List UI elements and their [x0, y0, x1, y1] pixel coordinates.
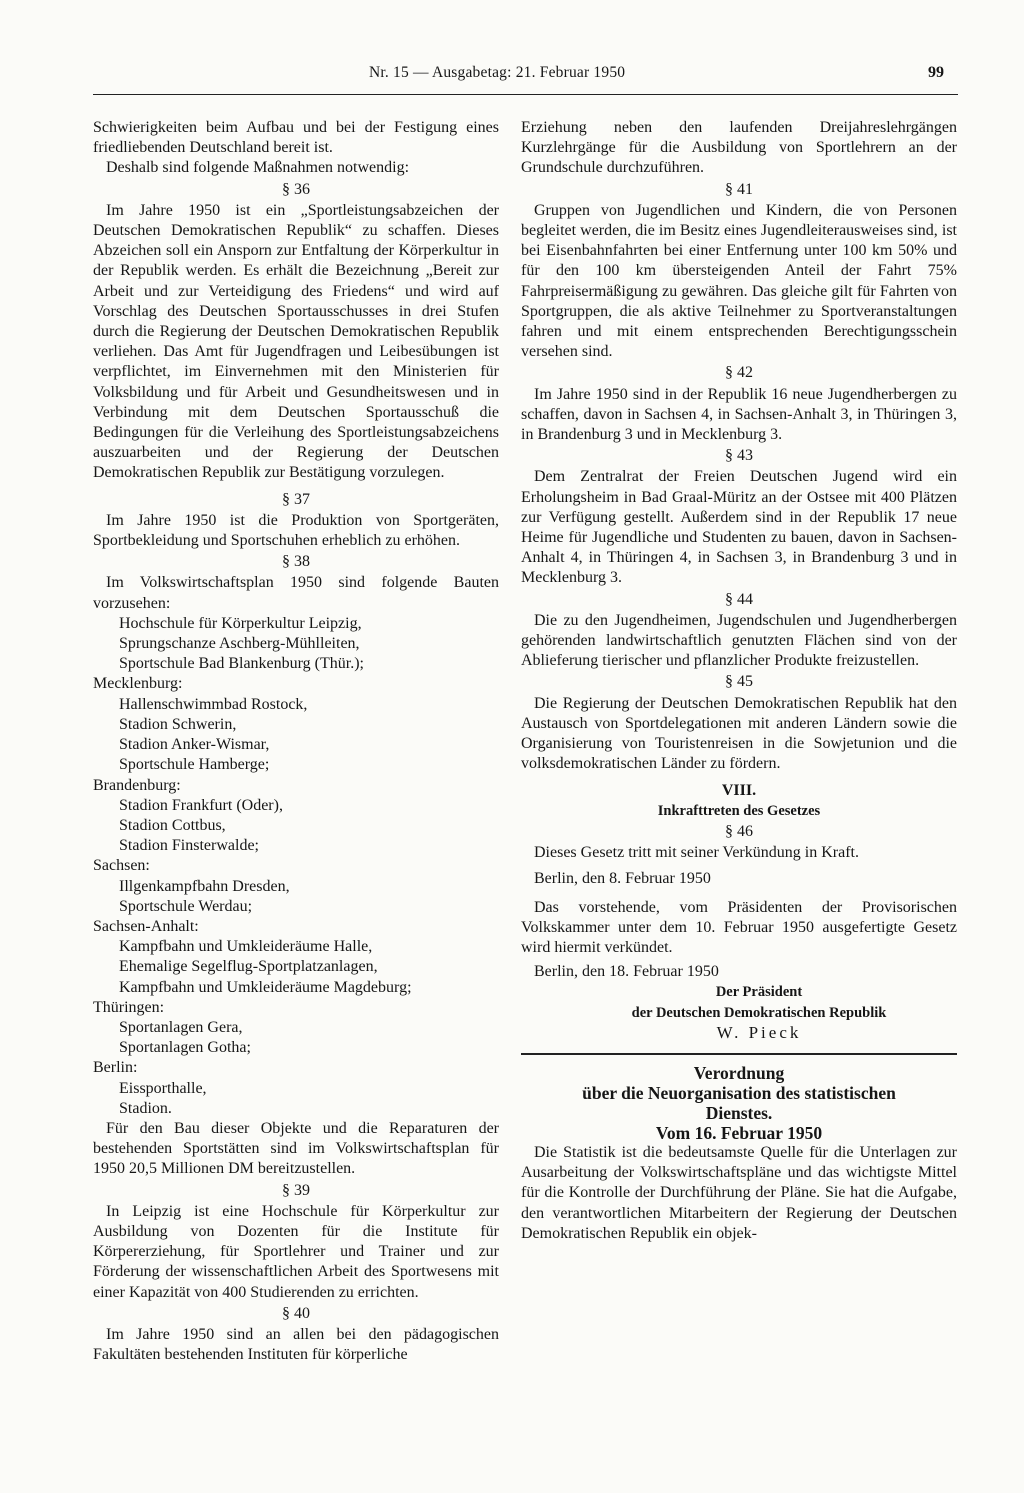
header-rule	[93, 94, 958, 95]
paragraph-45: Die Regierung der Deutschen Demokratischen Republik hat den Austausch von Sportdelegationen mit anderen Ländern sowie die Organisierung von Touristenreisen in die Sowjetunion und die volksdemokratischen Länder zu fördern.	[521, 694, 957, 773]
section-heading-38: § 38	[282, 553, 310, 571]
section-heading-36: § 36	[282, 180, 310, 198]
ordinance-paragraph-1: Die Statistik ist die bedeutsamste Quelle für die Unterlagen zur Ausarbeitung der Volkswirtschaftspläne und das wichtigste Mittel für die Kontrolle der Durchführung der Pläne. Sie hat die Aufgabe, den verantwortlichen Mitarbeitern der Regierung der Deutschen Demokratischen Republik ein objek-	[521, 1143, 957, 1242]
right-column	[521, 118, 957, 1244]
paragraph-36: Im Jahre 1950 ist ein „Sportleistungsabzeichen der Deutschen Demokratischen Republik“ zu schaffen. Dieses Abzeichen soll ein Ansporn zur Entfaltung der Körperkultur in der Republik werden. Es erhält die Bezeichnung „Bereit zur Arbeit und zur Verteidigung des Friedens“ und wird auf Vorschlag des Deutschen Sportausschusses in drei Stufen durch die Regierung der Deutschen Demokratischen Republik verliehen. Das Amt für Jugendfragen und Leibesübungen ist verpflichtet, im Einvernehmen mit den Ministerien für Volksbildung und für Arbeit und Gesundheitswesen und in Verbindung mit dem Deutschen Sportausschuß die Bedingungen für die Verleihung des Sportleistungsabzeichens auszuarbeiten und der Regierung der Deutschen Demokratischen Republik zur Bestätigung vorzulegen.	[93, 201, 499, 482]
part-title: Inkrafttreten des Gesetzes	[657, 802, 821, 819]
ordinance-date: Vom 16. Februar 1950	[655, 1122, 823, 1143]
region-label: Thüringen:	[93, 998, 165, 1016]
facility-list	[93, 614, 499, 1119]
signatory-name: W. Pieck	[716, 1022, 802, 1042]
section-heading-46: § 46	[725, 822, 753, 840]
facility-item: Stadion Finsterwalde;	[119, 837, 259, 855]
facility-item: Sprungschanze Aschberg-Mühlleiten,	[119, 635, 360, 653]
section-heading-37: § 37	[282, 490, 310, 508]
region-label: Mecklenburg:	[93, 675, 183, 693]
ordinance-title-1: Verordnung	[693, 1062, 785, 1083]
facility-item: Ehemalige Segelflug-Sportplatzanlagen,	[119, 958, 378, 976]
facility-item: Hallenschwimmbad Rostock,	[119, 695, 308, 713]
section-heading-44: § 44	[725, 590, 753, 608]
section-divider	[521, 1053, 957, 1055]
paragraph-intro-1: Schwierigkeiten beim Aufbau und bei der Festigung eines friedliebenden Deutschland bereit ist.	[93, 119, 499, 157]
paragraph-38-funding: Für den Bau dieser Objekte und die Reparaturen der bestehenden Sportstätten sind im Volkswirtschaftsplan für 1950 20,5 Millionen DM bereitzustellen.	[93, 1119, 499, 1178]
region-label: Sachsen:	[93, 857, 150, 875]
paragraph-44: Die zu den Jugendheimen, Jugendschulen und Jugendherbergen gehörenden landwirtschaftlich genutzten Flächen sind von der Ablieferung tierischer und pflanzlicher Produkte freizustellen.	[521, 611, 957, 670]
section-heading-45: § 45	[725, 673, 753, 691]
facility-item: Sportanlagen Gotha;	[119, 1039, 251, 1057]
paragraph-46: Dieses Gesetz tritt mit seiner Verkündung in Kraft.	[534, 844, 859, 862]
paragraph-39: In Leipzig ist eine Hochschule für Körperkultur zur Ausbildung von Dozenten für die Institute für Körpererziehung, für Sportlehrer und Trainer und zur Förderung der wissenschaftlichen Arbeit des Sportwesens mit einer Kapazität von 400 Studierenden zu errichten.	[93, 1202, 499, 1301]
signatory-title-2: der Deutschen Demokratischen Republik	[631, 1004, 887, 1021]
facility-item: Kampfbahn und Umkleideräume Halle,	[119, 938, 373, 956]
paragraph-41: Gruppen von Jugendlichen und Kindern, die von Personen begleitet werden, die im Besitz eines Jugendleiterausweises sind, ist bei Eisenbahnfahrten bei einer Entfernung unter 100 km 50% und für den 100 km übersteigenden Anteil der Fahrt 75% Fahrpreisermäßigung zu gewähren. Das gleiche gilt für Fahrten von Sportgruppen, die als aktive Teilnehmer zu Sportveranstaltungen fahren und mit einem entsprechenden Berechtigungsschein versehen sind.	[521, 201, 957, 361]
paragraph-42: Im Jahre 1950 sind in der Republik 16 neue Jugendherbergen zu schaffen, davon in Sachsen 4, in Sachsen-Anhalt 3, in Thüringen 3, in Brandenburg 3 und in Mecklenburg 3.	[521, 385, 957, 444]
paragraph-40: Im Jahre 1950 sind an allen bei den pädagogischen Fakultäten bestehenden Instituten für körperliche	[93, 1325, 499, 1364]
facility-item: Sportschule Bad Blankenburg (Thür.);	[119, 655, 364, 673]
facility-item: Sportschule Werdau;	[119, 897, 253, 915]
section-heading-39: § 39	[282, 1181, 310, 1199]
facility-item: Stadion.	[119, 1099, 172, 1117]
paragraph-promulgation: Das vorstehende, vom Präsidenten der Provisorischen Volkskammer unter dem 10. Februar 1950 ausgefertigte Gesetz wird hiermit verkündet.	[521, 898, 957, 956]
facility-item: Eissporthalle,	[119, 1079, 207, 1097]
ordinance-title-2: über die Neuorganisation des statistischen Dienstes.	[582, 1082, 896, 1123]
region-label: Sachsen-Anhalt:	[93, 917, 199, 935]
part-number: VIII.	[721, 781, 757, 799]
left-column	[93, 118, 499, 1365]
section-heading-42: § 42	[725, 364, 753, 382]
facility-item: Sportschule Hamberge;	[119, 756, 270, 774]
facility-item: Stadion Frankfurt (Oder),	[119, 796, 283, 814]
paragraph-38: Im Volkswirtschaftsplan 1950 sind folgende Bauten vorzusehen:	[93, 574, 499, 612]
section-heading-43: § 43	[725, 447, 753, 465]
issue-header: Nr. 15 — Ausgabetag: 21. Februar 1950	[369, 64, 626, 81]
paragraph-40-continued: Erziehung neben den laufenden Dreijahreslehrgängen Kurzlehrgänge für die Ausbildung von Sportlehrern an der Grundschule durchzuführen.	[521, 119, 957, 177]
section-heading-41: § 41	[725, 180, 753, 198]
facility-item: Hochschule für Körperkultur Leipzig,	[119, 614, 362, 632]
region-label: Berlin:	[93, 1059, 138, 1077]
facility-item: Stadion Cottbus,	[119, 816, 226, 834]
facility-item: Stadion Anker-Wismar,	[119, 736, 270, 754]
signatory-title-1: Der Präsident	[715, 984, 803, 1001]
facility-item: Illgenkampfbahn Dresden,	[119, 877, 290, 895]
signing-date-1: Berlin, den 8. Februar 1950	[534, 870, 711, 888]
facility-item: Stadion Schwerin,	[119, 715, 237, 733]
facility-item: Kampfbahn und Umkleideräume Magdeburg;	[119, 978, 412, 996]
paragraph-37: Im Jahre 1950 ist die Produktion von Sportgeräten, Sportbekleidung und Sportschuhen erheblich zu erhöhen.	[93, 511, 499, 550]
region-label: Brandenburg:	[93, 776, 181, 794]
paragraph-intro-2: Deshalb sind folgende Maßnahmen notwendig:	[106, 159, 410, 177]
paragraph-43: Dem Zentralrat der Freien Deutschen Jugend wird ein Erholungsheim in Bad Graal-Müritz an der Ostsee mit 400 Plätzen zur Verfügung gestellt. Außerdem sind in der Republik 17 neue Heime für Jugendliche und Studenten zu bauen, davon in Sachsen-Anhalt 4, in Thüringen 4, in Sachsen 3, in Brandenburg 3 und in Mecklenburg 3.	[521, 468, 957, 587]
signing-date-2: Berlin, den 18. Februar 1950	[534, 963, 719, 981]
facility-item: Sportanlagen Gera,	[119, 1018, 243, 1036]
page-number: 99	[928, 64, 944, 81]
section-heading-40: § 40	[282, 1304, 310, 1322]
